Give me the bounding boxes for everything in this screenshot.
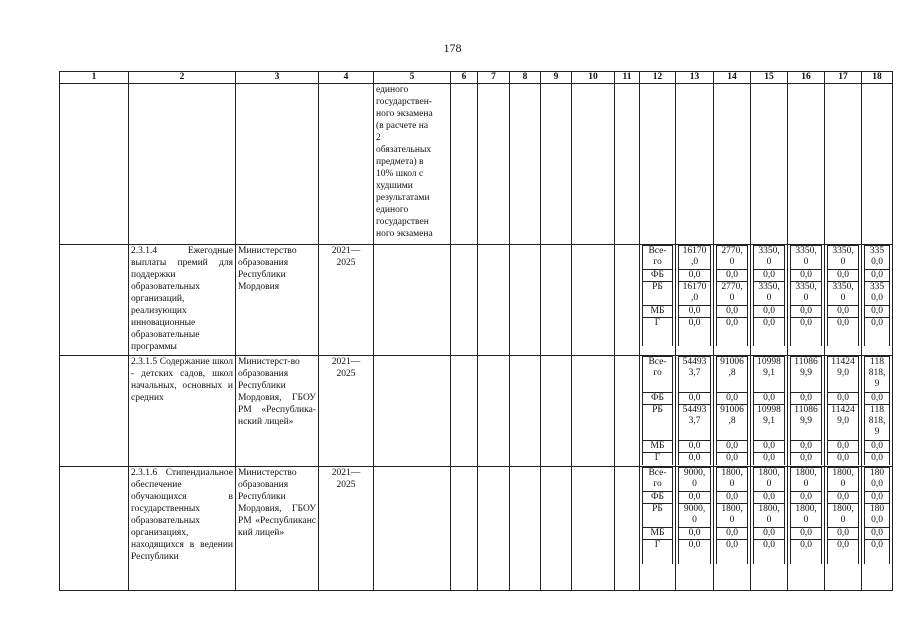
- amount-value: 0,0: [754, 528, 785, 540]
- amount-value: 0,0: [791, 318, 822, 346]
- column-header-11: 11: [615, 72, 640, 84]
- cell-number: [60, 356, 129, 467]
- amount-list: [864, 467, 890, 564]
- empty-cell: [572, 356, 615, 467]
- program-table: [59, 71, 893, 591]
- amount-value: 11424 9,0: [828, 405, 859, 441]
- amount-value: 0,0: [865, 318, 890, 346]
- empty-cell: [510, 356, 541, 467]
- empty-cell: [714, 84, 751, 245]
- empty-cell: [788, 84, 825, 245]
- amount-value: 0,0: [828, 270, 859, 282]
- amount-value: 0,0: [717, 540, 748, 564]
- amount-value: 0,0: [717, 453, 748, 465]
- amount-value: 0,0: [791, 441, 822, 453]
- empty-cell: [374, 356, 451, 467]
- continuation-row: [60, 84, 893, 245]
- column-header-2: 2: [129, 72, 236, 84]
- column-header-7: 7: [478, 72, 510, 84]
- empty-cell: [451, 84, 478, 245]
- empty-cell: [478, 84, 510, 245]
- amount-value: 0,0: [828, 528, 859, 540]
- amount-value: 3350, 0: [754, 246, 785, 270]
- funding-source-label: РБ: [643, 405, 673, 441]
- funding-source-label: ФБ: [643, 270, 673, 282]
- column-header-12: 12: [640, 72, 676, 84]
- empty-cell: [451, 467, 478, 591]
- cell-number: [60, 245, 129, 356]
- amount-value: 0,0: [865, 492, 890, 504]
- amount-list: [753, 245, 785, 346]
- amount-value: 0,0: [828, 540, 859, 564]
- amount-value: 0,0: [791, 528, 822, 540]
- column-header-9: 9: [541, 72, 572, 84]
- amount-cell: [825, 356, 862, 467]
- amount-value: 118 818, 9: [865, 357, 890, 393]
- amount-value: 0,0: [754, 270, 785, 282]
- amount-value: 91006 ,8: [717, 357, 748, 393]
- amount-value: 0,0: [754, 540, 785, 564]
- amount-cell: [788, 356, 825, 467]
- measure-name: 2.3.1.4 Ежегодные выплаты премий для поддержки образовательных организаций, реализующих инновационные образовательные программы: [129, 245, 236, 356]
- amount-list: [716, 467, 748, 564]
- empty-cell: [319, 84, 374, 245]
- column-header-5: 5: [374, 72, 451, 84]
- amount-value: 0,0: [679, 540, 711, 564]
- measure-name: 2.3.1.5 Содержание школ - детских садов, школ начальных, основных и средних: [129, 356, 236, 467]
- amount-cell: [788, 467, 825, 591]
- amount-value: 1800, 0: [754, 504, 785, 528]
- amount-value: 0,0: [865, 270, 890, 282]
- column-header-16: 16: [788, 72, 825, 84]
- funding-source-label: Все- го: [643, 468, 673, 492]
- amount-value: 0,0: [865, 393, 890, 405]
- funding-source-label: Г: [643, 540, 673, 564]
- amount-value: 0,0: [717, 441, 748, 453]
- amount-value: 335 0,0: [865, 246, 890, 270]
- empty-cell: [510, 84, 541, 245]
- amount-value: 0,0: [754, 453, 785, 465]
- amount-value: 11086 9,9: [791, 357, 822, 393]
- empty-cell: [615, 356, 640, 467]
- amount-list: [678, 245, 711, 346]
- amount-value: 0,0: [679, 492, 711, 504]
- amount-value: 0,0: [828, 393, 859, 405]
- empty-cell: [615, 467, 640, 591]
- amount-list: [790, 245, 822, 346]
- amount-list: [864, 245, 890, 346]
- amount-value: 0,0: [717, 270, 748, 282]
- amount-value: 0,0: [754, 492, 785, 504]
- amount-value: 1800, 0: [717, 468, 748, 492]
- amount-cell: [862, 356, 893, 467]
- funding-source-label: РБ: [643, 504, 673, 528]
- amount-value: 3350, 0: [828, 246, 859, 270]
- empty-cell: [615, 84, 640, 245]
- amount-value: 16170 ,0: [679, 246, 711, 270]
- amount-value: 54493 3,7: [679, 405, 711, 441]
- amount-value: 9000, 0: [679, 468, 711, 492]
- amount-value: 54493 3,7: [679, 357, 711, 393]
- amount-value: 0,0: [865, 306, 890, 318]
- empty-cell: [510, 245, 541, 356]
- amount-list: [790, 356, 822, 465]
- amount-value: 0,0: [717, 393, 748, 405]
- amount-value: 0,0: [717, 306, 748, 318]
- amount-cell: [751, 467, 788, 591]
- column-header-8: 8: [510, 72, 541, 84]
- amount-value: 0,0: [865, 528, 890, 540]
- amount-list: [864, 356, 890, 465]
- column-header-15: 15: [751, 72, 788, 84]
- amount-cell: [676, 245, 714, 356]
- page-number: 178: [443, 41, 462, 55]
- amount-value: 0,0: [828, 492, 859, 504]
- column-header-6: 6: [451, 72, 478, 84]
- amount-value: 0,0: [754, 393, 785, 405]
- amount-value: 0,0: [791, 453, 822, 465]
- amount-value: 3350, 0: [791, 246, 822, 270]
- amount-value: 0,0: [791, 540, 822, 564]
- empty-cell: [374, 245, 451, 356]
- funding-source-cell: [640, 245, 676, 356]
- funding-source-list: [642, 245, 673, 346]
- empty-cell: [478, 467, 510, 591]
- amount-value: 0,0: [828, 441, 859, 453]
- amount-value: 0,0: [717, 492, 748, 504]
- funding-source-label: Г: [643, 318, 673, 346]
- empty-cell: [451, 245, 478, 356]
- amount-cell: [714, 356, 751, 467]
- amount-cell: [751, 356, 788, 467]
- indicator-text: единого государствен- ного экзамена (в расчете на 2 обязательных предмета) в 10% школ с худшими результатами единого государствен ного экзамена: [374, 84, 451, 245]
- amount-value: 0,0: [679, 318, 711, 346]
- amount-value: 0,0: [754, 318, 785, 346]
- program-row: [60, 245, 893, 356]
- amount-value: 1800, 0: [828, 504, 859, 528]
- funding-source-label: Г: [643, 453, 673, 465]
- amount-value: 0,0: [791, 393, 822, 405]
- amount-cell: [825, 245, 862, 356]
- funding-source-label: МБ: [643, 441, 673, 453]
- cell-number: [60, 467, 129, 591]
- amount-value: 0,0: [865, 540, 890, 564]
- column-header-row: [60, 72, 893, 84]
- amount-value: 0,0: [679, 528, 711, 540]
- executor: Министерство образования Республики Мордовия: [236, 245, 319, 356]
- amount-cell: [825, 467, 862, 591]
- amount-cell: [788, 245, 825, 356]
- amount-list: [790, 467, 822, 564]
- empty-cell: [478, 245, 510, 356]
- column-header-3: 3: [236, 72, 319, 84]
- funding-source-label: РБ: [643, 282, 673, 306]
- funding-source-label: ФБ: [643, 492, 673, 504]
- amount-value: 2770, 0: [717, 282, 748, 306]
- empty-cell: [129, 84, 236, 245]
- column-header-1: 1: [60, 72, 129, 84]
- empty-cell: [825, 84, 862, 245]
- amount-cell: [862, 467, 893, 591]
- amount-value: 0,0: [717, 318, 748, 346]
- amount-value: 0,0: [865, 453, 890, 465]
- empty-cell: [541, 84, 572, 245]
- amount-value: 180 0,0: [865, 468, 890, 492]
- amount-value: 3350, 0: [754, 282, 785, 306]
- executor: Министерст-во образования Республики Мордовия, ГБОУ РМ «Республика-нский лицей»: [236, 356, 319, 467]
- amount-value: 11086 9,9: [791, 405, 822, 441]
- empty-cell: [510, 467, 541, 591]
- amount-value: 3350, 0: [828, 282, 859, 306]
- empty-cell: [572, 84, 615, 245]
- column-header-10: 10: [572, 72, 615, 84]
- empty-cell: [676, 84, 714, 245]
- empty-cell: [572, 467, 615, 591]
- amount-value: 0,0: [717, 528, 748, 540]
- amount-value: 0,0: [865, 441, 890, 453]
- amount-value: 180 0,0: [865, 504, 890, 528]
- amount-value: 10998 9,1: [754, 405, 785, 441]
- amount-list: [827, 356, 859, 465]
- amount-value: 16170 ,0: [679, 282, 711, 306]
- amount-list: [678, 467, 711, 564]
- empty-cell: [541, 245, 572, 356]
- executor: Министерство образования Республики Мордовия, ГБОУ РМ «Республиканс кий лицей»: [236, 467, 319, 591]
- amount-value: 0,0: [679, 270, 711, 282]
- amount-list: [716, 245, 748, 346]
- empty-cell: [640, 84, 676, 245]
- empty-cell: [451, 356, 478, 467]
- empty-cell: [615, 245, 640, 356]
- funding-source-list: [642, 356, 673, 465]
- amount-cell: [714, 467, 751, 591]
- amount-cell: [714, 245, 751, 356]
- amount-value: 1800, 0: [754, 468, 785, 492]
- amount-list: [753, 467, 785, 564]
- years: 2021— 2025: [319, 467, 374, 591]
- amount-value: 0,0: [754, 306, 785, 318]
- amount-value: 10998 9,1: [754, 357, 785, 393]
- empty-cell: [751, 84, 788, 245]
- amount-value: 1800, 0: [791, 504, 822, 528]
- amount-value: 0,0: [791, 492, 822, 504]
- amount-value: 0,0: [791, 306, 822, 318]
- amount-value: 2770, 0: [717, 246, 748, 270]
- amount-value: 335 0,0: [865, 282, 890, 306]
- amount-value: 11424 9,0: [828, 357, 859, 393]
- amount-value: 0,0: [754, 441, 785, 453]
- column-header-13: 13: [676, 72, 714, 84]
- empty-cell: [541, 356, 572, 467]
- amount-value: 0,0: [679, 393, 711, 405]
- empty-cell: [862, 84, 893, 245]
- years: 2021— 2025: [319, 245, 374, 356]
- amount-cell: [676, 356, 714, 467]
- amount-list: [827, 467, 859, 564]
- amount-value: 118 818, 9: [865, 405, 890, 441]
- amount-value: 0,0: [828, 453, 859, 465]
- column-header-17: 17: [825, 72, 862, 84]
- measure-name: 2.3.1.6 Стипендиальное обеспечение обучающихся в государственных образовательных организациях, находящихся в ведении Республики: [129, 467, 236, 591]
- empty-cell: [478, 356, 510, 467]
- amount-value: 0,0: [828, 306, 859, 318]
- amount-cell: [676, 467, 714, 591]
- funding-source-label: МБ: [643, 528, 673, 540]
- empty-cell: [236, 84, 319, 245]
- column-header-4: 4: [319, 72, 374, 84]
- amount-list: [827, 245, 859, 346]
- amount-value: 3350, 0: [791, 282, 822, 306]
- funding-source-label: МБ: [643, 306, 673, 318]
- funding-source-label: Все- го: [643, 246, 673, 270]
- amount-value: 0,0: [679, 453, 711, 465]
- amount-value: 1800, 0: [791, 468, 822, 492]
- program-row: [60, 467, 893, 591]
- empty-cell: [374, 467, 451, 591]
- funding-source-label: Все- го: [643, 357, 673, 393]
- amount-list: [716, 356, 748, 465]
- amount-value: 9000, 0: [679, 504, 711, 528]
- empty-cell: [572, 245, 615, 356]
- amount-value: 0,0: [828, 318, 859, 346]
- empty-cell: [541, 467, 572, 591]
- amount-value: 1800, 0: [828, 468, 859, 492]
- funding-source-cell: [640, 356, 676, 467]
- amount-value: 0,0: [679, 441, 711, 453]
- amount-value: 0,0: [679, 306, 711, 318]
- years: 2021— 2025: [319, 356, 374, 467]
- amount-list: [753, 356, 785, 465]
- funding-source-list: [642, 467, 673, 564]
- funding-source-cell: [640, 467, 676, 591]
- column-header-18: 18: [862, 72, 893, 84]
- amount-cell: [862, 245, 893, 356]
- column-header-14: 14: [714, 72, 751, 84]
- amount-value: 91006 ,8: [717, 405, 748, 441]
- amount-value: 0,0: [791, 270, 822, 282]
- amount-value: 1800, 0: [717, 504, 748, 528]
- amount-list: [678, 356, 711, 465]
- program-row: [60, 356, 893, 467]
- empty-cell: [60, 84, 129, 245]
- amount-cell: [751, 245, 788, 356]
- funding-source-label: ФБ: [643, 393, 673, 405]
